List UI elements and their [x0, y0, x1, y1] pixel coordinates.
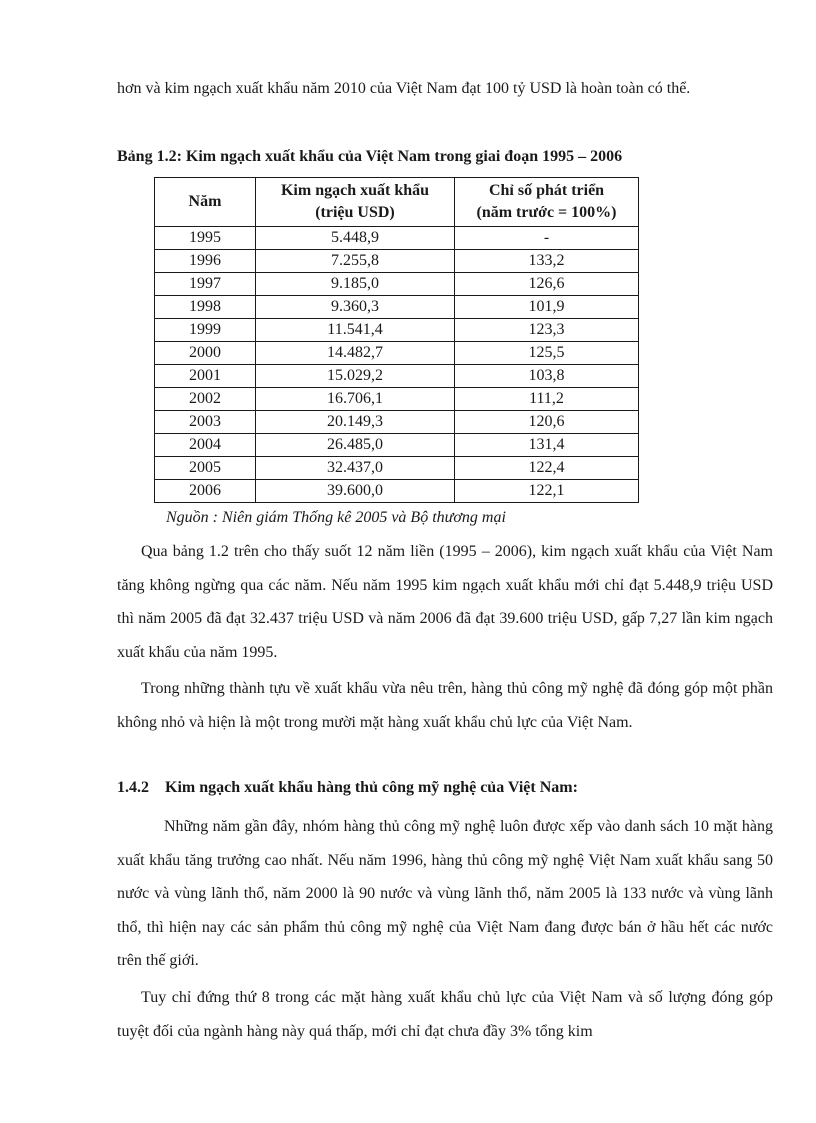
- cell-index: 111,2: [455, 388, 639, 411]
- table-row: [155, 434, 639, 457]
- export-table: [154, 177, 639, 503]
- cell-index: 123,3: [455, 319, 639, 342]
- cell-year: 2000: [155, 342, 256, 365]
- header-index: [455, 178, 639, 227]
- cell-year: 2005: [155, 457, 256, 480]
- cell-year: 2006: [155, 480, 256, 503]
- cell-export: 11.541,4: [256, 319, 455, 342]
- header-index-line2: (năm trước = 100%): [476, 204, 617, 221]
- table-row: [155, 227, 639, 250]
- cell-year: 1999: [155, 319, 256, 342]
- cell-year: 1997: [155, 273, 256, 296]
- cell-year: 1996: [155, 250, 256, 273]
- intro-paragraph: hơn và kim ngạch xuất khẩu năm 2010 của Việt Nam đạt 100 tỷ USD là hoàn toàn có thể.: [117, 80, 691, 97]
- cell-index: 120,6: [455, 411, 639, 434]
- cell-export: 7.255,8: [256, 250, 455, 273]
- cell-year: 1998: [155, 296, 256, 319]
- cell-index: 103,8: [455, 365, 639, 388]
- paragraph-2: Trong những thành tựu về xuất khẩu vừa nêu trên, hàng thủ công mỹ nghệ đã đóng góp một phần không nhỏ và hiện là một trong mười mặt hàng xuất khẩu chủ lực của Việt Nam.: [117, 680, 773, 731]
- cell-export: 14.482,7: [256, 342, 455, 365]
- header-year: Năm: [155, 178, 256, 227]
- cell-export: 20.149,3: [256, 411, 455, 434]
- table-row: [155, 319, 639, 342]
- cell-year: 1995: [155, 227, 256, 250]
- table-row: [155, 273, 639, 296]
- table-header-row: [155, 178, 639, 227]
- header-export-line1: Kim ngạch xuất khẩu: [280, 182, 430, 199]
- header-export-line2: (triệu USD): [315, 204, 395, 221]
- table-row: [155, 480, 639, 503]
- cell-export: 15.029,2: [256, 365, 455, 388]
- paragraph-3: Những năm gần đây, nhóm hàng thủ công mỹ nghệ luôn được xếp vào danh sách 10 mặt hàng xuất khẩu tăng trưởng cao nhất. Nếu năm 1996, hàng thủ công mỹ nghệ Việt Nam xuất khẩu sang 50 nước và vùng lãnh thổ, năm 2000 là 90 nước và vùng lãnh thổ, năm 2005 là 133 nước và vùng lãnh thổ, thì hiện nay các sản phẩm thủ công mỹ nghệ của Việt Nam đang được bán ở hầu hết các nước trên thế giới.: [117, 818, 773, 969]
- table-row: [155, 457, 639, 480]
- cell-year: 2002: [155, 388, 256, 411]
- header-index-line1: Chỉ số phát triển: [488, 182, 605, 199]
- source-note: Nguồn : Niên giám Thống kê 2005 và Bộ thương mại: [166, 509, 506, 526]
- cell-index: 122,4: [455, 457, 639, 480]
- cell-index: 125,5: [455, 342, 639, 365]
- header-export: [256, 178, 455, 227]
- table-row: [155, 388, 639, 411]
- table-row: [155, 250, 639, 273]
- cell-year: 2003: [155, 411, 256, 434]
- table-row: [155, 411, 639, 434]
- cell-export: 5.448,9: [256, 227, 455, 250]
- cell-index: -: [455, 227, 639, 250]
- cell-index: 126,6: [455, 273, 639, 296]
- section-heading: [117, 779, 578, 797]
- cell-export: 32.437,0: [256, 457, 455, 480]
- table-row: [155, 365, 639, 388]
- cell-index: 122,1: [455, 480, 639, 503]
- cell-year: 2001: [155, 365, 256, 388]
- cell-export: 9.185,0: [256, 273, 455, 296]
- table-title: Bảng 1.2: Kim ngạch xuất khẩu của Việt Nam trong giai đoạn 1995 – 2006: [117, 148, 623, 165]
- cell-index: 131,4: [455, 434, 639, 457]
- table-row: [155, 296, 639, 319]
- section-number: 1.4.2: [117, 779, 149, 796]
- cell-year: 2004: [155, 434, 256, 457]
- cell-export: 16.706,1: [256, 388, 455, 411]
- cell-export: 9.360,3: [256, 296, 455, 319]
- table-row: [155, 342, 639, 365]
- paragraph-1: Qua bảng 1.2 trên cho thấy suốt 12 năm liền (1995 – 2006), kim ngạch xuất khẩu của Việt Nam tăng không ngừng qua các năm. Nếu năm 1995 kim ngạch xuất khẩu mới chỉ đạt 5.448,9 triệu USD thì năm 2005 đã đạt 32.437 triệu USD và năm 2006 đã đạt 39.600 triệu USD, gấp 7,27 lần kim ngạch xuất khẩu của năm 1995.: [117, 543, 773, 661]
- cell-export: 39.600,0: [256, 480, 455, 503]
- cell-index: 101,9: [455, 296, 639, 319]
- cell-index: 133,2: [455, 250, 639, 273]
- paragraph-4: Tuy chỉ đứng thứ 8 trong các mặt hàng xuất khẩu chủ lực của Việt Nam và số lượng đóng góp tuyệt đối của ngành hàng này quá thấp, mới chỉ đạt chưa đầy 3% tổng kim: [117, 989, 773, 1040]
- section-title: Kim ngạch xuất khẩu hàng thủ công mỹ nghệ của Việt Nam:: [165, 779, 578, 796]
- cell-export: 26.485,0: [256, 434, 455, 457]
